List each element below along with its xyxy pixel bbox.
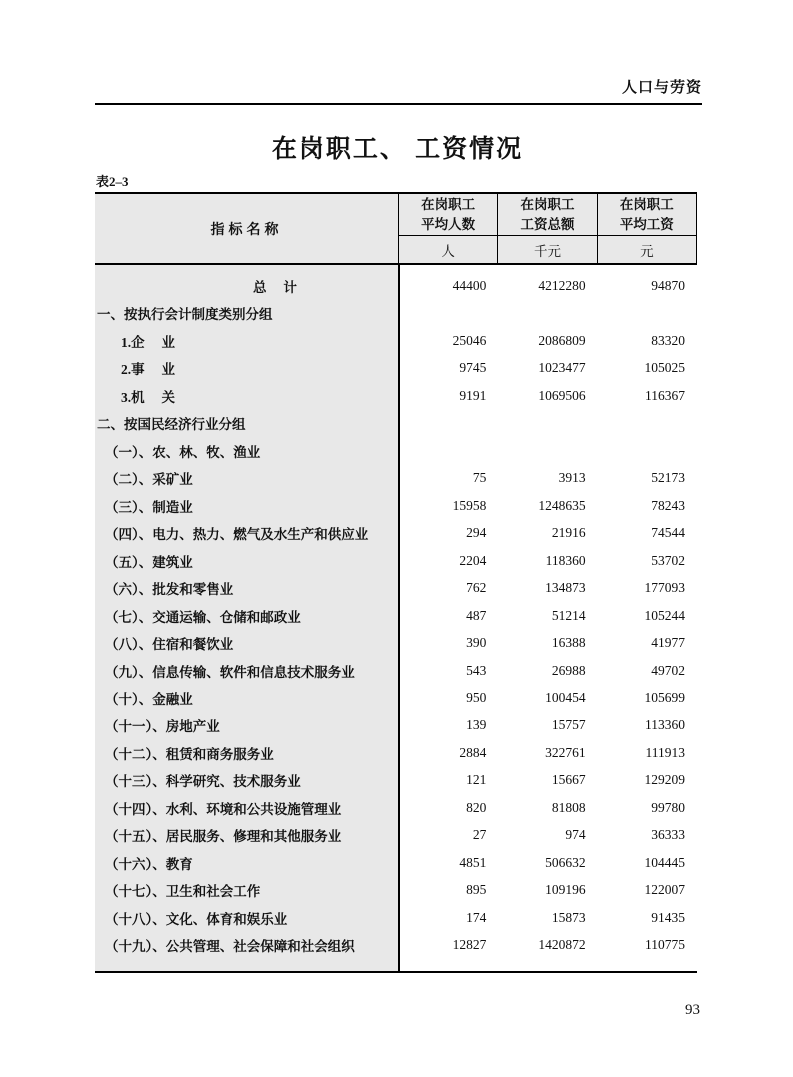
row-value-avg-wage: 122007 (644, 882, 685, 898)
row-value-avg-wage: 99780 (651, 799, 685, 815)
row-value-avg-wage: 74544 (651, 525, 685, 541)
row-value-avg-wage: 94870 (651, 277, 685, 293)
table-row (95, 354, 697, 381)
row-value-total-wage: 109196 (545, 882, 586, 898)
row-value-total-wage: 21916 (551, 525, 586, 541)
row-value-avg-staff (399, 437, 498, 464)
row-value-avg-wage: 83320 (651, 332, 685, 348)
table-row (95, 409, 697, 436)
table-row (95, 849, 697, 876)
row-value-avg-staff: 44400 (452, 277, 487, 293)
row-value-total-wage: 15667 (551, 772, 586, 788)
header-col-unit: 人 (399, 235, 497, 263)
table-row (95, 547, 697, 574)
row-label: （十）、金融业 (105, 692, 193, 707)
table-number-label: 表2–3 (96, 174, 129, 189)
table-row (95, 794, 697, 821)
row-value-avg-wage: 53702 (651, 552, 685, 568)
row-value-avg-staff: 895 (466, 882, 487, 898)
row-value-avg-wage: 105699 (644, 690, 685, 705)
row-value-total-wage: 1023477 (538, 360, 586, 376)
row-value-avg-staff: 294 (466, 525, 487, 541)
header-col-title: 在岗职工 平均工资 (619, 196, 674, 232)
row-value-avg-staff: 15958 (452, 497, 487, 513)
header-col-avg-staff (399, 194, 498, 263)
table-row (95, 437, 697, 464)
table-row (95, 382, 697, 409)
row-value-total-wage: 3913 (558, 470, 586, 486)
row-value-total-wage: 16388 (551, 635, 586, 651)
row-value-avg-wage: 116367 (644, 387, 685, 403)
row-value-avg-staff (399, 299, 498, 326)
row-value-avg-wage: 113360 (644, 717, 685, 733)
row-label: （七）、交通运输、仓储和邮政业 (105, 609, 301, 625)
table-row (95, 904, 697, 931)
row-value-avg-wage: 41977 (651, 635, 685, 651)
row-value-total-wage (498, 409, 597, 436)
table-header (95, 192, 697, 265)
row-value-total-wage: 4212280 (538, 277, 586, 293)
row-value-total-wage: 974 (565, 827, 586, 843)
row-value-total-wage: 15757 (551, 717, 586, 733)
row-value-avg-wage: 105025 (644, 360, 685, 376)
header-col-unit: 千元 (498, 235, 596, 263)
row-value-avg-wage: 78243 (651, 497, 685, 513)
row-label: 3.机 关 (121, 389, 175, 405)
row-value-avg-staff: 75 (472, 470, 487, 486)
row-value-avg-wage: 104445 (644, 854, 685, 870)
table-row (95, 299, 697, 326)
row-label: （十二）、租赁和商务服务业 (105, 746, 274, 762)
section-header (95, 76, 702, 105)
row-label: 一、按执行会计制度类别分组 (97, 307, 273, 323)
row-value-total-wage: 1069506 (538, 387, 586, 403)
row-value-avg-staff: 12827 (452, 937, 487, 953)
row-value-total-wage: 1420872 (538, 937, 586, 953)
row-value-avg-wage: 111913 (645, 744, 685, 760)
row-label: （十四）、水利、环境和公共设施管理业 (105, 801, 342, 817)
page-number: 93 (685, 1002, 700, 1018)
row-value-total-wage: 506632 (545, 854, 586, 870)
table-row (95, 464, 697, 491)
header-col-avg-wage (598, 194, 697, 263)
row-label: 总 计 (253, 279, 297, 295)
row-value-total-wage (498, 437, 597, 464)
row-value-avg-wage: 177093 (644, 580, 685, 596)
row-label: （十八）、文化、体育和娱乐业 (105, 911, 288, 927)
table-row (95, 602, 697, 629)
header-col-unit: 元 (598, 235, 696, 263)
row-value-avg-wage: 91435 (651, 909, 685, 925)
table-body (95, 265, 697, 973)
table-row (95, 327, 697, 354)
row-label: （十一）、房地产业 (105, 719, 220, 735)
row-label: （一）、农、林、牧、渔业 (105, 444, 261, 460)
row-value-avg-staff: 950 (466, 690, 487, 705)
section-header-label: 人口与劳资 (621, 79, 702, 96)
header-indicator-name: 指标名称 (95, 194, 399, 263)
row-value-avg-wage (598, 409, 697, 436)
row-value-total-wage: 322761 (545, 744, 586, 760)
row-value-total-wage (498, 299, 597, 326)
row-value-avg-wage: 36333 (651, 827, 685, 843)
row-value-total-wage: 81808 (551, 799, 586, 815)
table-row (95, 272, 697, 299)
row-value-avg-wage: 105244 (644, 607, 685, 623)
header-col-total-wage (498, 194, 597, 263)
row-value-avg-staff: 9191 (459, 387, 487, 403)
table-row (95, 712, 697, 739)
row-label: （十三）、科学研究、技术服务业 (105, 774, 301, 790)
row-value-avg-wage (598, 299, 697, 326)
row-label: （九）、信息传输、软件和信息技术服务业 (105, 664, 355, 680)
table-row (95, 767, 697, 794)
table-row (95, 932, 697, 959)
row-value-total-wage: 118360 (545, 552, 586, 568)
row-value-avg-staff: 390 (466, 635, 487, 651)
table-row (95, 492, 697, 519)
row-label: （四）、电力、热力、燃气及水生产和供应业 (105, 527, 369, 543)
row-label: （十六）、教育 (105, 856, 193, 872)
row-value-avg-staff: 121 (466, 772, 487, 788)
row-value-avg-staff: 2204 (459, 552, 487, 568)
row-value-avg-staff: 762 (466, 580, 487, 596)
table-row (95, 519, 697, 546)
row-label: （六）、批发和零售业 (105, 582, 234, 598)
row-value-avg-staff: 4851 (459, 854, 487, 870)
row-value-total-wage: 26988 (551, 662, 586, 678)
row-value-avg-staff: 139 (466, 717, 487, 733)
row-value-avg-staff: 9745 (459, 360, 487, 376)
row-value-avg-staff: 2884 (459, 744, 487, 760)
row-value-avg-staff: 174 (466, 909, 487, 925)
row-value-avg-staff: 25046 (452, 332, 487, 348)
row-value-avg-wage: 110775 (644, 937, 685, 953)
row-value-avg-wage: 129209 (644, 772, 685, 788)
row-label: 2.事 业 (121, 362, 175, 378)
row-value-total-wage: 134873 (545, 580, 586, 596)
row-value-total-wage: 100454 (545, 690, 586, 705)
row-value-total-wage: 2086809 (538, 332, 586, 348)
row-value-avg-wage (598, 437, 697, 464)
page-title: 在岗职工、 工资情况 (271, 136, 524, 163)
table-row (95, 739, 697, 766)
header-col-title: 在岗职工 平均人数 (421, 196, 476, 232)
row-value-avg-staff: 820 (466, 799, 487, 815)
table-row (95, 629, 697, 656)
row-label: 1.企 业 (121, 334, 175, 350)
row-label: 二、按国民经济行业分组 (97, 417, 246, 433)
row-value-avg-staff: 487 (466, 607, 487, 623)
row-value-total-wage: 1248635 (538, 497, 586, 513)
row-value-total-wage: 15873 (551, 909, 586, 925)
row-label: （五）、建筑业 (105, 554, 193, 570)
row-label: （三）、制造业 (105, 499, 193, 515)
row-value-avg-wage: 49702 (651, 662, 685, 678)
row-value-total-wage: 51214 (551, 607, 586, 623)
table-row (95, 657, 697, 684)
header-col-title: 在岗职工 工资总额 (520, 196, 575, 232)
row-label: （十七）、卫生和社会工作 (105, 884, 261, 900)
table-row (95, 574, 697, 601)
row-label: （十五）、居民服务、修理和其他服务业 (105, 829, 342, 845)
row-value-avg-staff (399, 409, 498, 436)
table-row (95, 877, 697, 904)
table-row (95, 822, 697, 849)
row-label: （二）、采矿业 (105, 472, 193, 488)
statistics-table (95, 192, 697, 973)
row-label: （十九）、公共管理、社会保障和社会组织 (105, 939, 355, 955)
row-value-avg-staff: 27 (472, 827, 487, 843)
row-label: （八）、住宿和餐饮业 (105, 637, 234, 653)
row-value-avg-wage: 52173 (651, 470, 685, 486)
row-value-avg-staff: 543 (466, 662, 487, 678)
table-row (95, 684, 697, 711)
